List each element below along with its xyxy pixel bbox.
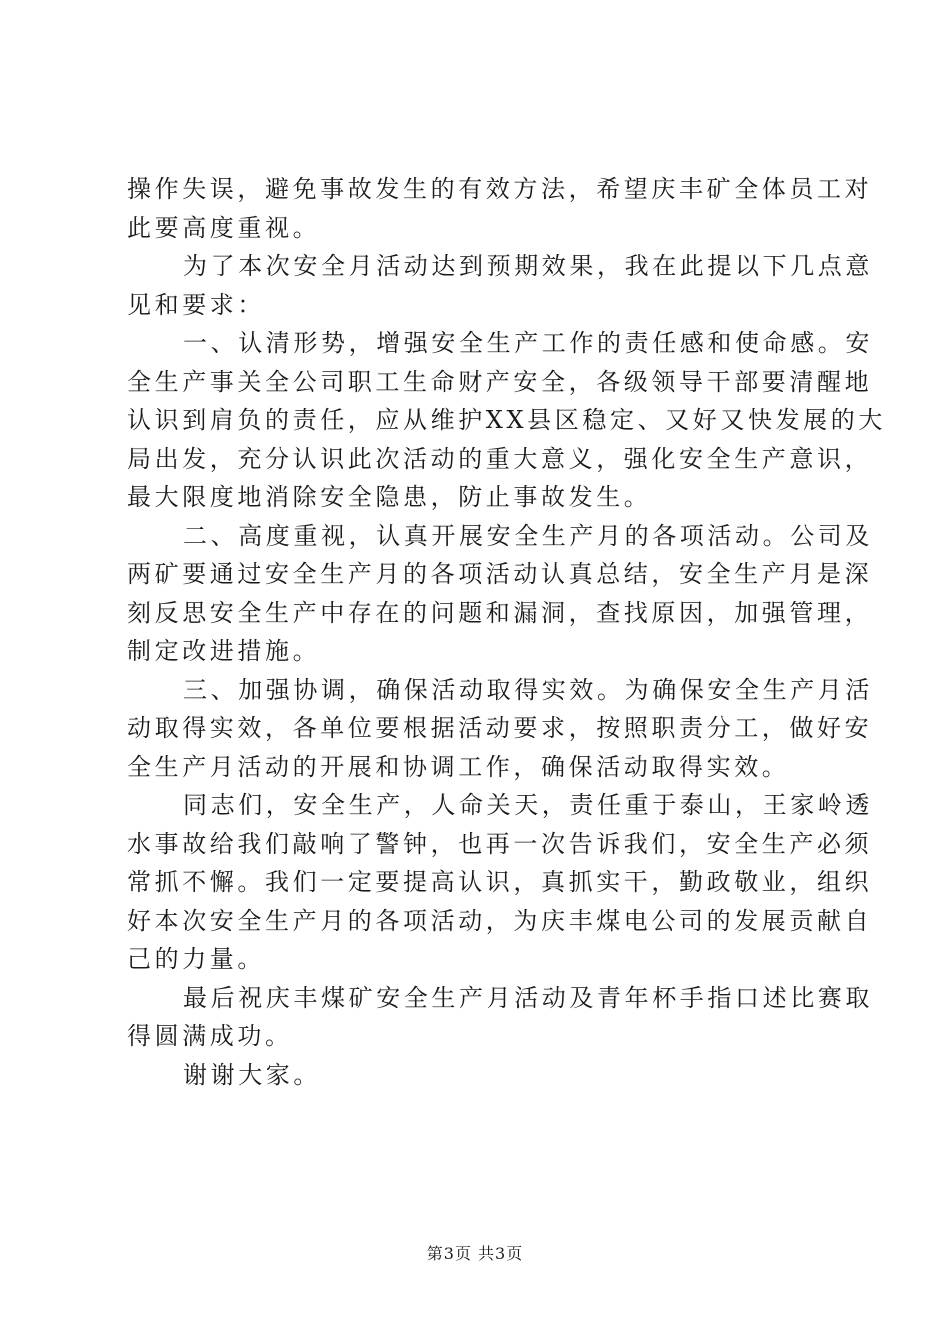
- text-line: 得圆满成功。: [127, 1022, 293, 1050]
- text-line: 水事故给我们敲响了警钟，也再一次告诉我们，安全生产必须: [127, 829, 873, 858]
- text-line: 此要高度重视。: [127, 213, 321, 242]
- text-line: 三、加强协调，确保活动取得实效。为确保安全生产月活: [183, 675, 873, 704]
- text-line: 两矿要通过安全生产月的各项活动认真总结，安全生产月是深: [127, 560, 873, 588]
- text-line: 全生产事关全公司职工生命财产安全，各级领导干部要清醒地: [127, 367, 873, 396]
- text-line: 好本次安全生产月的各项活动，为庆丰煤电公司的发展贡献自: [127, 906, 873, 935]
- text-line: 常抓不懈。我们一定要提高认识，真抓实干，勤政敬业，组织: [127, 868, 873, 896]
- text-line: 刻反思安全生产中存在的问题和漏洞，查找原因，加强管理，: [127, 598, 873, 627]
- text-line: 动取得实效，各单位要根据活动要求，按照职责分工，做好安: [127, 714, 873, 742]
- text-line: 同志们，安全生产，人命关天，责任重于泰山，王家岭透: [183, 791, 873, 819]
- text-line: 一、认清形势，增强安全生产工作的责任感和使命感。安: [183, 329, 873, 357]
- text-line: 己的力量。: [127, 945, 265, 973]
- page-footer: 第3页 共3页: [426, 1244, 524, 1263]
- text-line: 见和要求：: [127, 290, 265, 319]
- text-line: 操作失误，避免事故发生的有效方法，希望庆丰矿全体员工对: [127, 175, 873, 203]
- text-line: 认识到肩负的责任，应从维护XX县区稳定、又好又快发展的大: [127, 406, 886, 434]
- text-line: 局出发，充分认识此次活动的重大意义，强化安全生产意识，: [127, 444, 873, 473]
- text-line: 全生产月活动的开展和协调工作，确保活动取得实效。: [127, 752, 790, 781]
- text-line: 最大限度地消除安全隐患，防止事故发生。: [127, 483, 652, 511]
- document-body: [127, 170, 886, 1094]
- text-line: 谢谢大家。: [183, 1060, 321, 1089]
- text-line: 为了本次安全月活动达到预期效果，我在此提以下几点意: [183, 252, 873, 280]
- text-line: 二、高度重视，认真开展安全生产月的各项活动。公司及: [183, 521, 873, 550]
- text-line: 制定改进措施。: [127, 637, 321, 665]
- text-line: 最后祝庆丰煤矿安全生产月活动及青年杯手指口述比赛取: [183, 983, 873, 1012]
